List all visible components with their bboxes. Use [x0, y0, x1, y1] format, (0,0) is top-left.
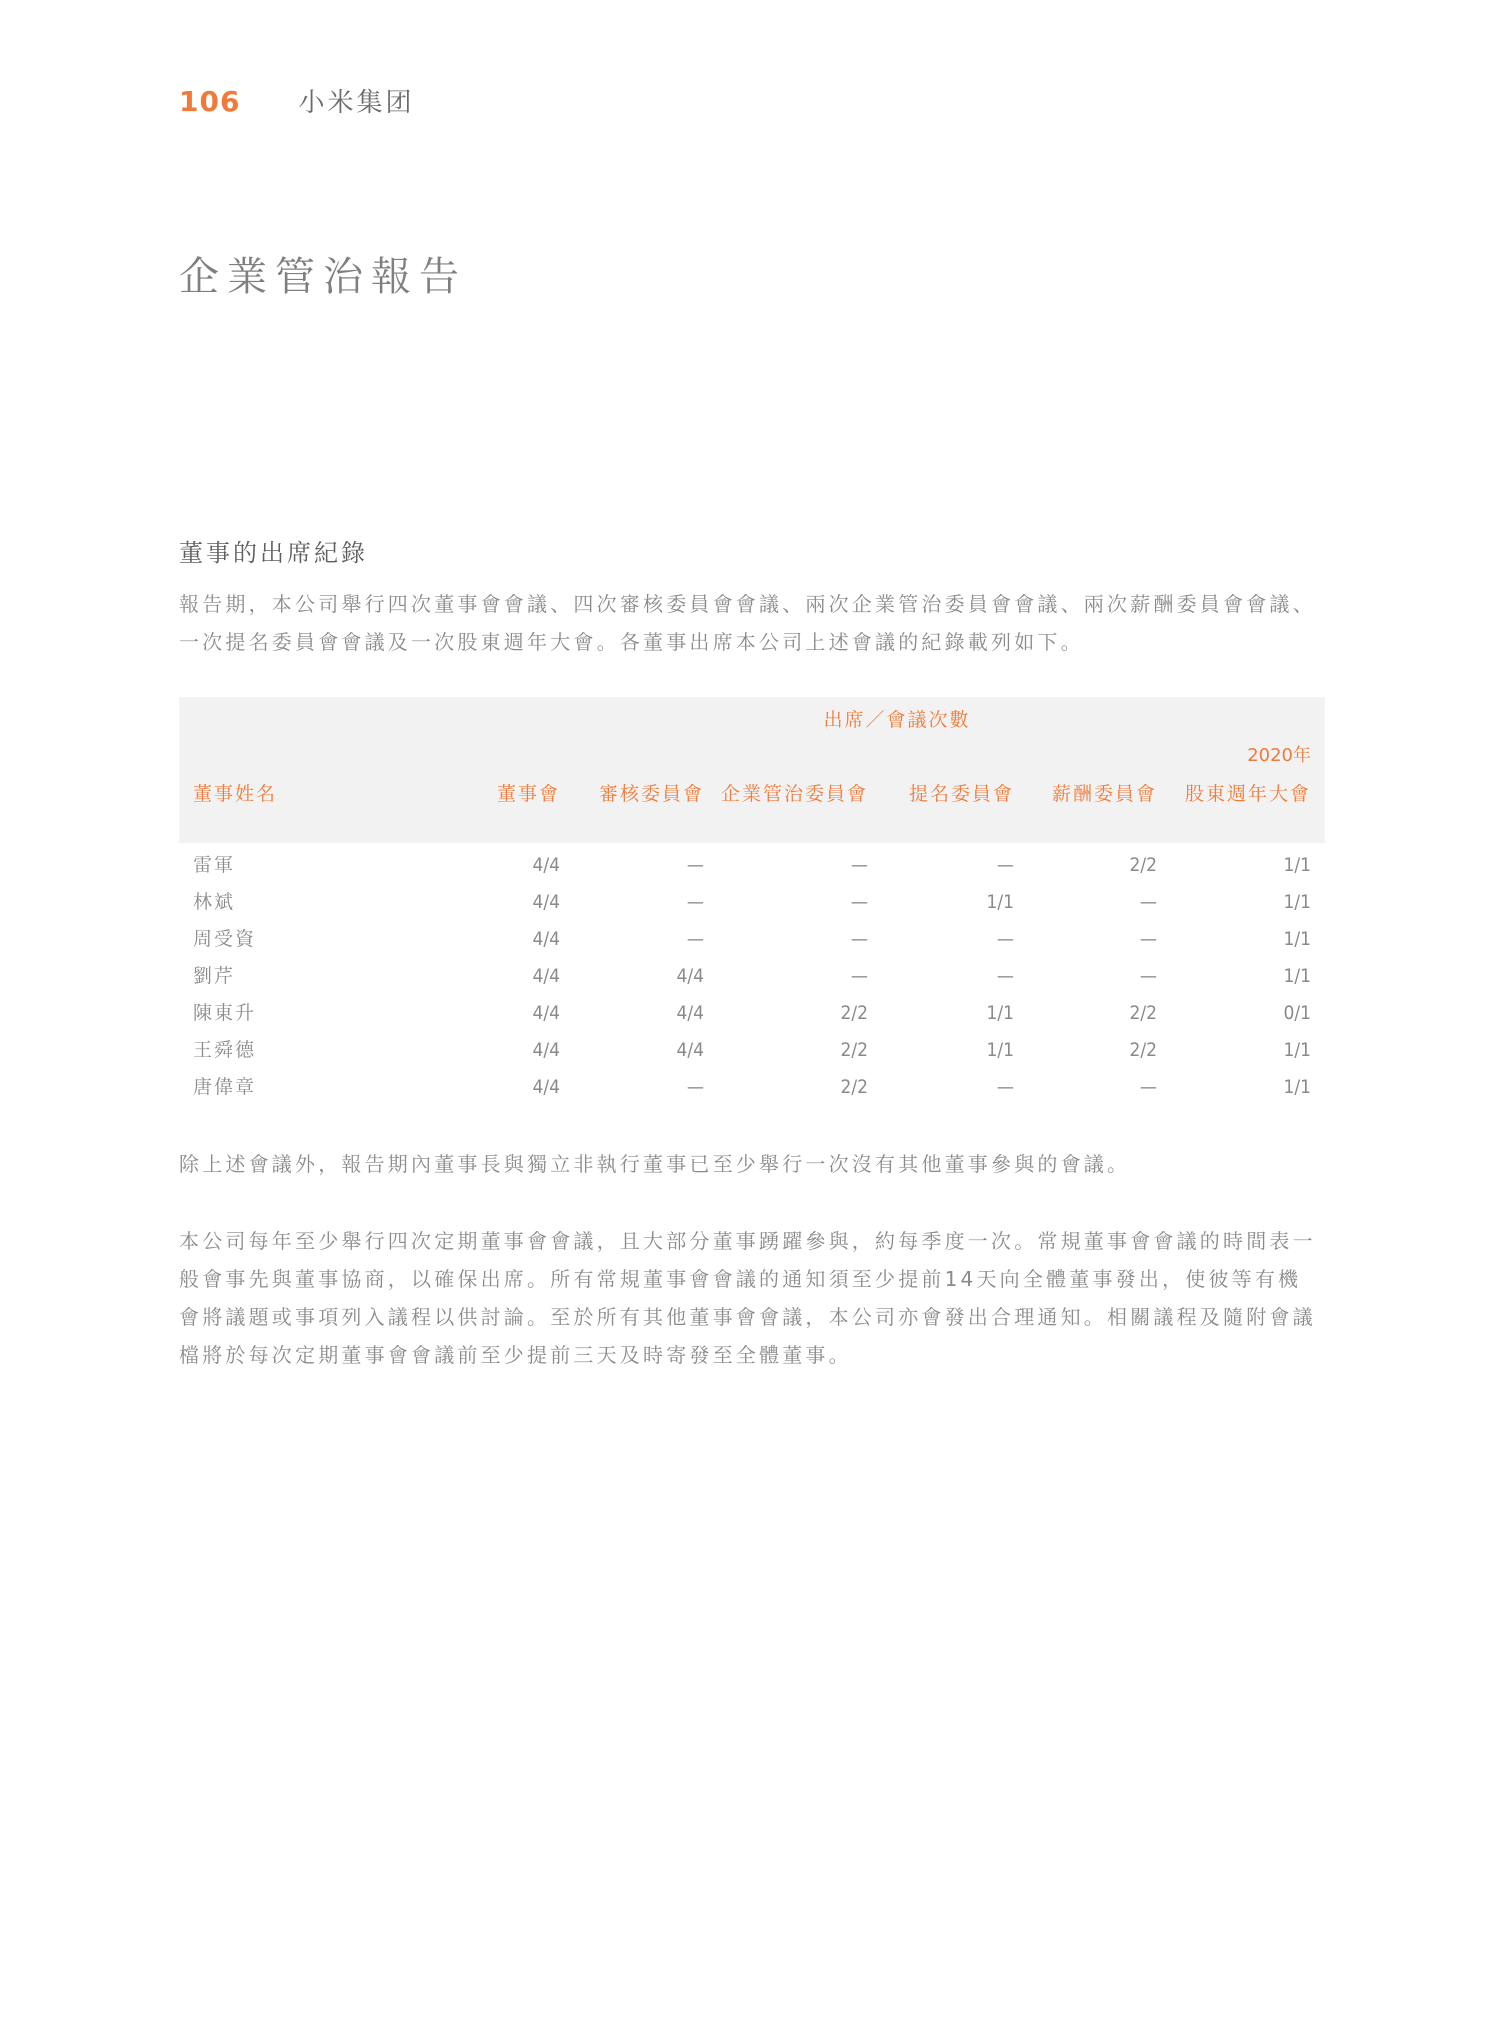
director-name: 唐偉章 [193, 1076, 257, 1098]
col-header-name: 董事姓名 [193, 783, 278, 805]
board-cell: 4/4 [532, 854, 560, 876]
table-body [179, 843, 1325, 1106]
table-row [179, 847, 1325, 884]
remuneration-cell: 2/2 [1129, 854, 1157, 876]
col-header-agm: 股東週年大會 [1184, 783, 1311, 805]
audit-cell: — [686, 891, 704, 913]
governance-cell: — [850, 928, 868, 950]
group-header: 出席／會議次數 [823, 709, 971, 731]
agm-cell: 1/1 [1283, 965, 1311, 987]
audit-cell: — [686, 1076, 704, 1098]
table-row [179, 958, 1325, 995]
remuneration-cell: — [1139, 1076, 1157, 1098]
col-header-remuneration: 薪酬委員會 [1051, 783, 1157, 805]
subsection-title: 董事的出席紀錄 [179, 539, 368, 567]
director-name: 劉芹 [193, 965, 236, 987]
agm-cell: 0/1 [1283, 1002, 1311, 1024]
board-cell: 4/4 [532, 965, 560, 987]
agm-cell: 1/1 [1283, 891, 1311, 913]
agm-cell: 1/1 [1283, 1039, 1311, 1061]
regular-meeting-paragraph: 本公司每年至少舉行四次定期董事會會議，且大部分董事踴躍參與，約每季度一次。常規董事會會議的時間表一般會事先與董事協商，以確保出席。所有常規董事會會議的通知須至少提前14天向全體董事發出，使彼等有機會將議題或事項列入議程以供討論。至於所有其他董事會會議，本公司亦會發出合理通知。相關議程及隨附會議檔將於每次定期董事會會議前至少提前三天及時寄發至全體董事。 [179, 1229, 1316, 1367]
governance-cell: 2/2 [840, 1002, 868, 1024]
board-cell: 4/4 [532, 1002, 560, 1024]
board-cell: 4/4 [532, 1076, 560, 1098]
director-name: 王舜德 [193, 1039, 257, 1061]
director-name: 陳東升 [193, 1002, 257, 1024]
remuneration-cell: 2/2 [1129, 1039, 1157, 1061]
nomination-cell: — [996, 965, 1014, 987]
table-header [179, 697, 1325, 843]
director-name: 雷軍 [193, 854, 236, 876]
governance-cell: — [850, 854, 868, 876]
audit-cell: — [686, 928, 704, 950]
agm-cell: 1/1 [1283, 928, 1311, 950]
nomination-cell: — [996, 928, 1014, 950]
table-row [179, 884, 1325, 921]
audit-cell: 4/4 [676, 1039, 704, 1061]
intro-paragraph: 報告期，本公司舉行四次董事會會議、四次審核委員會會議、兩次企業管治委員會會議、兩次薪酬委員會會議、一次提名委員會會議及一次股東週年大會。各董事出席本公司上述會議的紀錄載列如下。 [179, 592, 1316, 654]
governance-cell: 2/2 [840, 1076, 868, 1098]
col-header-nomination: 提名委員會 [908, 783, 1014, 805]
nomination-cell: — [996, 854, 1014, 876]
board-cell: 4/4 [532, 1039, 560, 1061]
col-header-governance: 企業管治委員會 [720, 783, 868, 805]
audit-cell: 4/4 [676, 1002, 704, 1024]
section-title: 企業管治報告 [179, 254, 467, 300]
table-row [179, 921, 1325, 958]
remuneration-cell: — [1139, 928, 1157, 950]
extra-meeting-paragraph: 除上述會議外，報告期內董事長與獨立非執行董事已至少舉行一次沒有其他董事參與的會議。 [179, 1152, 1131, 1176]
agm-cell: 1/1 [1283, 1076, 1311, 1098]
nomination-cell: 1/1 [986, 891, 1014, 913]
nomination-cell: — [996, 1076, 1014, 1098]
nomination-cell: 1/1 [986, 1039, 1014, 1061]
page-header [179, 82, 414, 118]
director-name: 林斌 [193, 891, 236, 913]
table-row [179, 1032, 1325, 1069]
board-cell: 4/4 [532, 928, 560, 950]
remuneration-cell: — [1139, 965, 1157, 987]
col-header-audit: 審核委員會 [598, 783, 704, 805]
audit-cell: — [686, 854, 704, 876]
agm-cell: 1/1 [1283, 854, 1311, 876]
governance-cell: — [850, 965, 868, 987]
company-name: 小米集团 [298, 88, 415, 118]
page-number: 106 [179, 85, 241, 118]
table-row [179, 995, 1325, 1032]
governance-cell: 2/2 [840, 1039, 868, 1061]
year-label: 2020年 [1247, 745, 1311, 766]
governance-cell: — [850, 891, 868, 913]
nomination-cell: 1/1 [986, 1002, 1014, 1024]
table-row [179, 1069, 1325, 1106]
remuneration-cell: 2/2 [1129, 1002, 1157, 1024]
director-name: 周受資 [193, 928, 257, 950]
attendance-table [179, 697, 1325, 1106]
col-header-board: 董事會 [496, 783, 560, 805]
remuneration-cell: — [1139, 891, 1157, 913]
board-cell: 4/4 [532, 891, 560, 913]
audit-cell: 4/4 [676, 965, 704, 987]
